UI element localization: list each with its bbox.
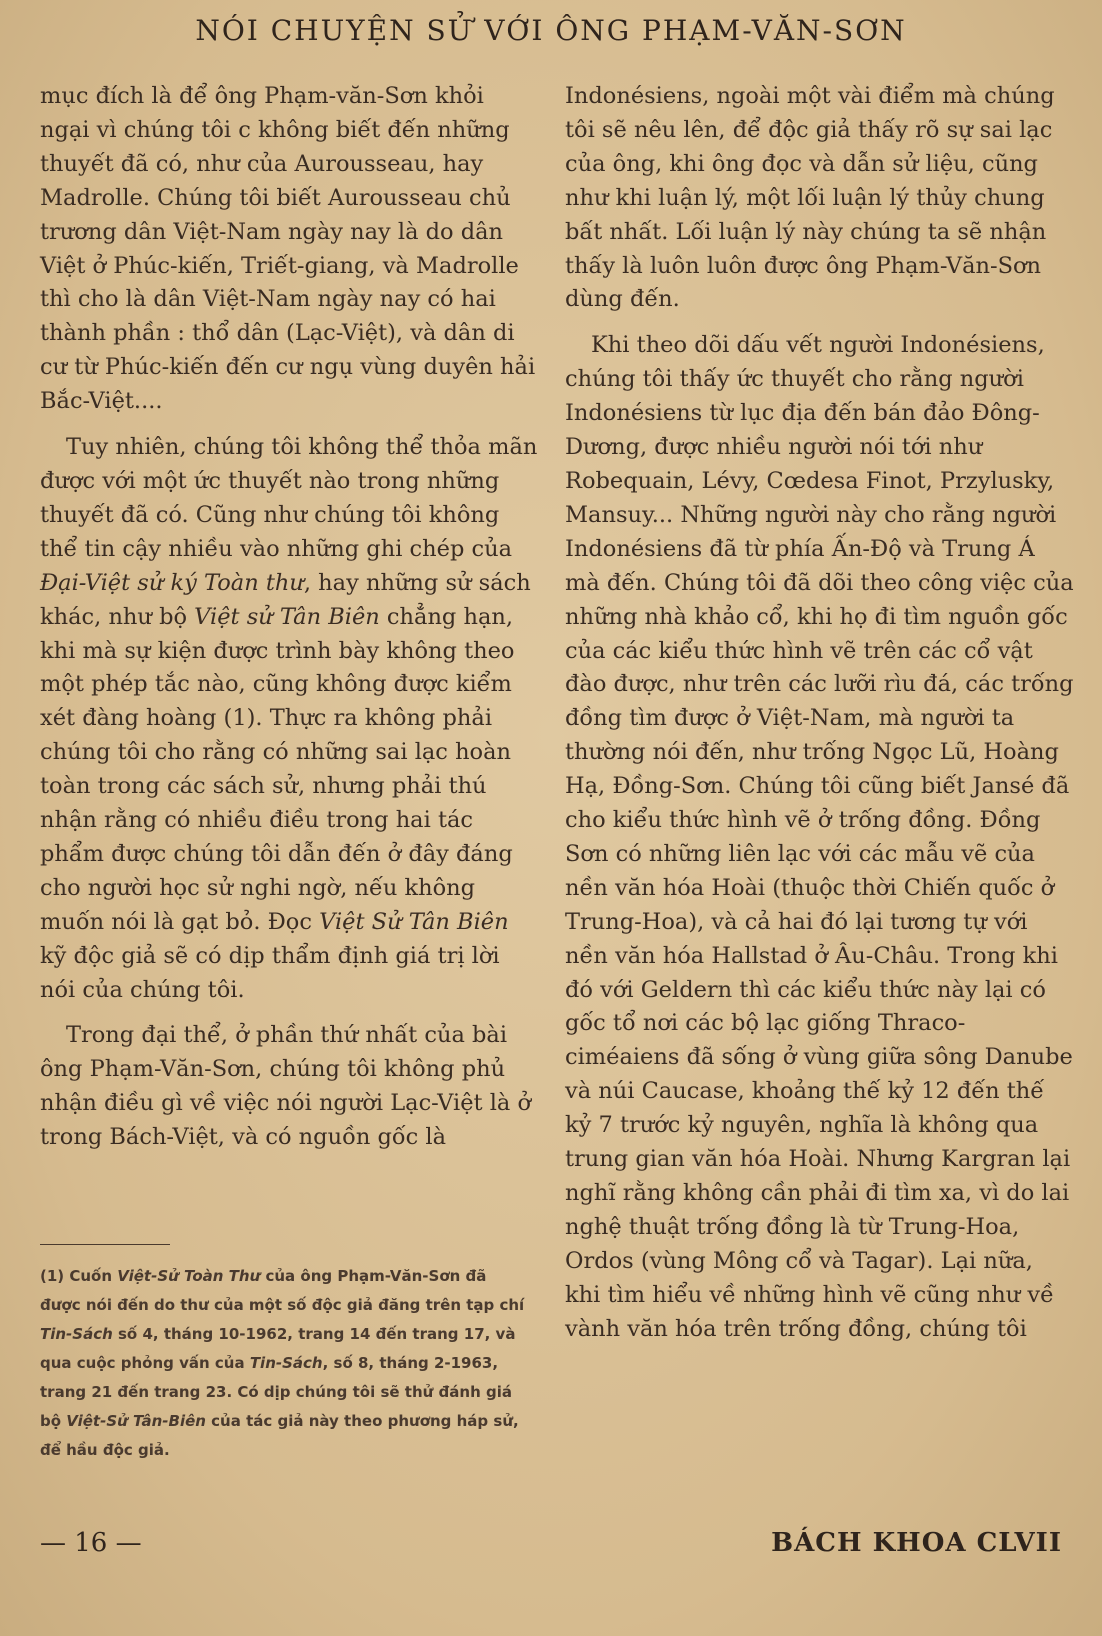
page-number: — 16 — [40, 1528, 142, 1558]
left-paragraph-3: Trong đại thể, ở phần thứ nhất của bài ông Phạm-Văn-Sơn, chúng tôi không phủ nhận điều gì về việc nói người Lạc-Việt là ở trong Bách-Việt, và có nguồn gốc là [40, 1022, 532, 1151]
right-paragraph-2: Khi theo dõi dấu vết người Indonésiens, chúng tôi thấy ức thuyết cho rằng người Indonésiens từ lục địa đến bán đảo Đông-Dương, được nhiều người nói tới như Robequain, Lévy, Cœdesa Finot, Przylusky, Mansuy... Những người này cho rằng người Indonésiens đã từ phía Ấn-Độ và Trung Á mà đến. Chúng tôi đã dõi theo công việc của những nhà khảo cổ, khi họ đi tìm nguồn gốc của các kiểu thức hình vẽ trên các cổ vật đào được, như trên các lưỡi rìu đá, các trống đồng tìm được ở Việt-Nam, mà người ta thường nói đến, như trống Ngọc Lũ, Hoàng Hạ, Đồng-Sơn. Chúng tôi cũng biết Jansé đã cho kiểu thức hình vẽ ở trống đồng. Đồng Sơn có những liên lạc với các mẫu vẽ của nền văn hóa Hoài (thuộc thời Chiến quốc ở Trung-Hoa), và cả hai đó lại tương tự với nền văn hóa Hallstad ở Âu-Châu. Trong khi đó với Geldern thì các kiểu thức này lại có gốc tổ nơi các bộ lạc giống Thraco-ciméaiens đã sống ở vùng giữa sông Danube và núi Caucase, khoảng thế kỷ 12 đến thế kỷ 7 trước kỷ nguyên, nghĩa là không qua trung gian văn hóa Hoài. Nhưng Kargran lại nghĩ rằng không cần phải đi tìm xa, vì do lai nghệ thuật trống đồng là từ Trung-Hoa, Ordos (vùng Mông cổ và Tagar). Lại nữa, khi tìm hiểu về những hình vẽ cũng như về vành văn hóa trên trống đồng, chúng tôi [565, 332, 1074, 1342]
left-paragraph-2: Tuy nhiên, chúng tôi không thể thỏa mãn được với một ức thuyết nào trong những thuyết đã có. Cũng như chúng tôi không thể tin cậy nhiều vào những ghi chép của Đại-Việt sử ký Toàn thư, hay những sử sách khác, như bộ Việt sử Tân Biên chẳng hạn, khi mà sự kiện được trình bày không theo một phép tắc nào, cũng không được kiểm xét đàng hoàng (1). Thực ra không phải chúng tôi cho rằng có những sai lạc hoàn toàn trong các sách sử, nhưng phải thú nhận rằng có nhiều điều trong hai tác phẩm được chúng tôi dẫn đến ở đây đáng cho người học sử nghi ngờ, nếu không muốn nói là gạt bỏ. Đọc Việt Sử Tân Biên kỹ độc giả sẽ có dịp thẩm định giá trị lời nói của chúng tôi. [40, 434, 538, 1003]
footnote-rule [40, 1244, 170, 1245]
book-title-viet-su-tan-bien-2: Việt Sử Tân Biên [319, 908, 509, 935]
running-header: NÓI CHUYỆN SỬ VỚI ÔNG PHẠM-VĂN-SƠN [195, 14, 907, 47]
left-column [40, 80, 538, 1155]
journal-name: BÁCH KHOA CLVII [771, 1528, 1062, 1558]
book-title-dai-viet: Đại-Việt sử ký Toàn thư [40, 569, 304, 596]
footnote: (1) Cuốn Việt-Sử Toàn Thư của ông Phạm-Văn-Sơn đã được nói đến do thư của một số độc giả đăng trên tạp chí Tin-Sách số 4, tháng 10-1962, trang 14 đến trang 17, và qua cuộc phỏng vấn của Tin-Sách, số 8, tháng 2-1963, trang 21 đến trang 23. Có dịp chúng tôi sẽ thử đánh giá bộ Việt-Sử Tân-Biên của tác giả này theo phương háp sử, để hầu độc giả. [40, 1267, 525, 1459]
left-paragraph-1: mục đích là để ông Phạm-văn-Sơn khỏi ngại vì chúng tôi c không biết đến những thuyết đã có, như của Aurousseau, hay Madrolle. Chúng tôi biết Aurousseau chủ trương dân Việt-Nam ngày nay là do dân Việt ở Phúc-kiến, Triết-giang, và Madrolle thì cho là dân Việt-Nam ngày nay có hai thành phần : thổ dân (Lạc-Việt), và dân di cư từ Phúc-kiến đến cư ngụ vùng duyên hải Bắc-Việt.... [40, 83, 536, 415]
book-title-viet-su-tan-bien: Việt sử Tân Biên [194, 603, 380, 630]
right-column [565, 80, 1075, 1347]
right-paragraph-1: Indonésiens, ngoài một vài điểm mà chúng tôi sẽ nêu lên, để độc giả thấy rõ sự sai lạc của ông, khi ông đọc và dẫn sử liệu, cũng như khi luận lý, một lối luận lý thủy chung bất nhất. Lối luận lý này chúng ta sẽ nhận thấy là luôn luôn được ông Phạm-Văn-Sơn dùng đến. [565, 83, 1055, 313]
